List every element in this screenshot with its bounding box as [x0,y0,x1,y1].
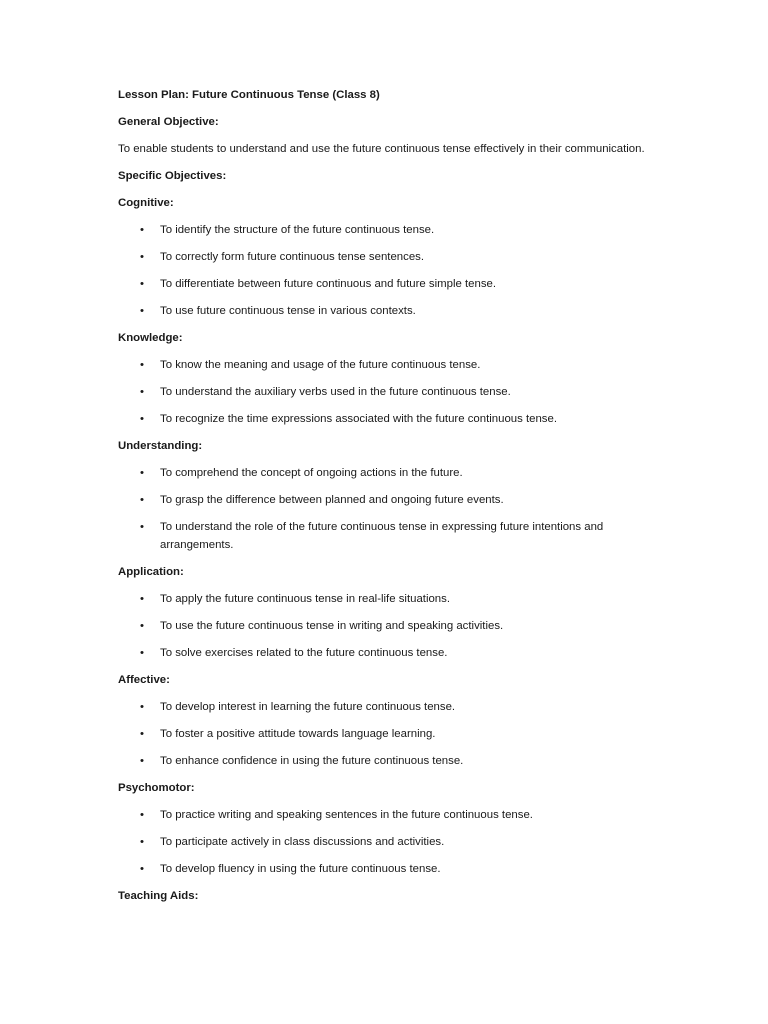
bullet-icon: • [140,359,144,371]
list-item [118,356,648,374]
list-item-text: To comprehend the concept of ongoing actions in the future. [160,467,463,479]
list-item [118,617,648,635]
bullet-icon: • [140,836,144,848]
list-item-text: To solve exercises related to the future continuous tense. [160,647,448,659]
bullet-icon: • [140,494,144,506]
section-heading-affective: Affective: [118,674,170,686]
bullet-icon: • [140,467,144,479]
list-item-text: To know the meaning and usage of the future continuous tense. [160,359,481,371]
bullet-list-psychomotor [118,806,648,878]
bullet-icon: • [140,755,144,767]
list-item-text: To correctly form future continuous tense sentences. [160,251,425,263]
list-item [118,383,648,401]
general-objective-text: To enable students to understand and use the future continuous tense effectively in their communication. [118,143,645,155]
list-item [118,860,648,878]
bullet-icon: • [140,728,144,740]
list-item [118,248,648,266]
list-item [118,644,648,662]
list-item [118,752,648,770]
bullet-icon: • [140,251,144,263]
list-item [118,698,648,716]
bullet-list-application [118,590,648,662]
bullet-icon: • [140,620,144,632]
bullet-icon: • [140,809,144,821]
section-heading-knowledge: Knowledge: [118,332,183,344]
section-heading-cognitive: Cognitive: [118,197,174,209]
bullet-icon: • [140,593,144,605]
teaching-aids-heading: Teaching Aids: [118,890,199,902]
bullet-icon: • [140,863,144,875]
bullet-icon: • [140,521,144,533]
bullet-icon: • [140,647,144,659]
bullet-list-cognitive [118,221,648,320]
list-item-text: To differentiate between future continuous and future simple tense. [160,278,497,290]
list-item-text: To grasp the difference between planned and ongoing future events. [160,494,504,506]
section-heading-understanding: Understanding: [118,440,203,452]
list-item-text: To participate actively in class discussions and activities. [160,836,445,848]
list-item-text: To identify the structure of the future continuous tense. [160,224,435,236]
section-heading-application: Application: [118,566,184,578]
list-item-text: To understand the auxiliary verbs used in the future continuous tense. [160,386,511,398]
list-item [118,833,648,851]
list-item [118,464,648,482]
list-item-text: To develop interest in learning the future continuous tense. [160,701,456,713]
list-item-text: To use the future continuous tense in writing and speaking activities. [160,620,504,632]
list-item-text: To understand the role of the future continuous tense in expressing future intentions and arrangements. [160,521,604,551]
list-item-text: To foster a positive attitude towards language learning. [160,728,436,740]
bullet-icon: • [140,386,144,398]
bullet-icon: • [140,305,144,317]
list-item-text: To develop fluency in using the future continuous tense. [160,863,441,875]
list-item [118,410,648,428]
list-item [118,275,648,293]
list-item [118,518,648,554]
list-item [118,806,648,824]
specific-objectives-heading: Specific Objectives: [118,170,227,182]
list-item-text: To practice writing and speaking sentences in the future continuous tense. [160,809,533,821]
list-item [118,221,648,239]
document-title: Lesson Plan: Future Continuous Tense (Class 8) [118,89,380,101]
list-item [118,491,648,509]
bullet-icon: • [140,701,144,713]
list-item-text: To apply the future continuous tense in real-life situations. [160,593,450,605]
document-page [118,86,648,914]
list-item-text: To recognize the time expressions associated with the future continuous tense. [160,413,557,425]
bullet-list-understanding [118,464,648,554]
list-item [118,302,648,320]
section-heading-psychomotor: Psychomotor: [118,782,195,794]
bullet-list-knowledge [118,356,648,428]
list-item-text: To use future continuous tense in various contexts. [160,305,416,317]
bullet-icon: • [140,278,144,290]
bullet-list-affective [118,698,648,770]
bullet-icon: • [140,413,144,425]
list-item [118,590,648,608]
list-item-text: To enhance confidence in using the future continuous tense. [160,755,464,767]
list-item [118,725,648,743]
bullet-icon: • [140,224,144,236]
general-objective-heading: General Objective: [118,116,219,128]
